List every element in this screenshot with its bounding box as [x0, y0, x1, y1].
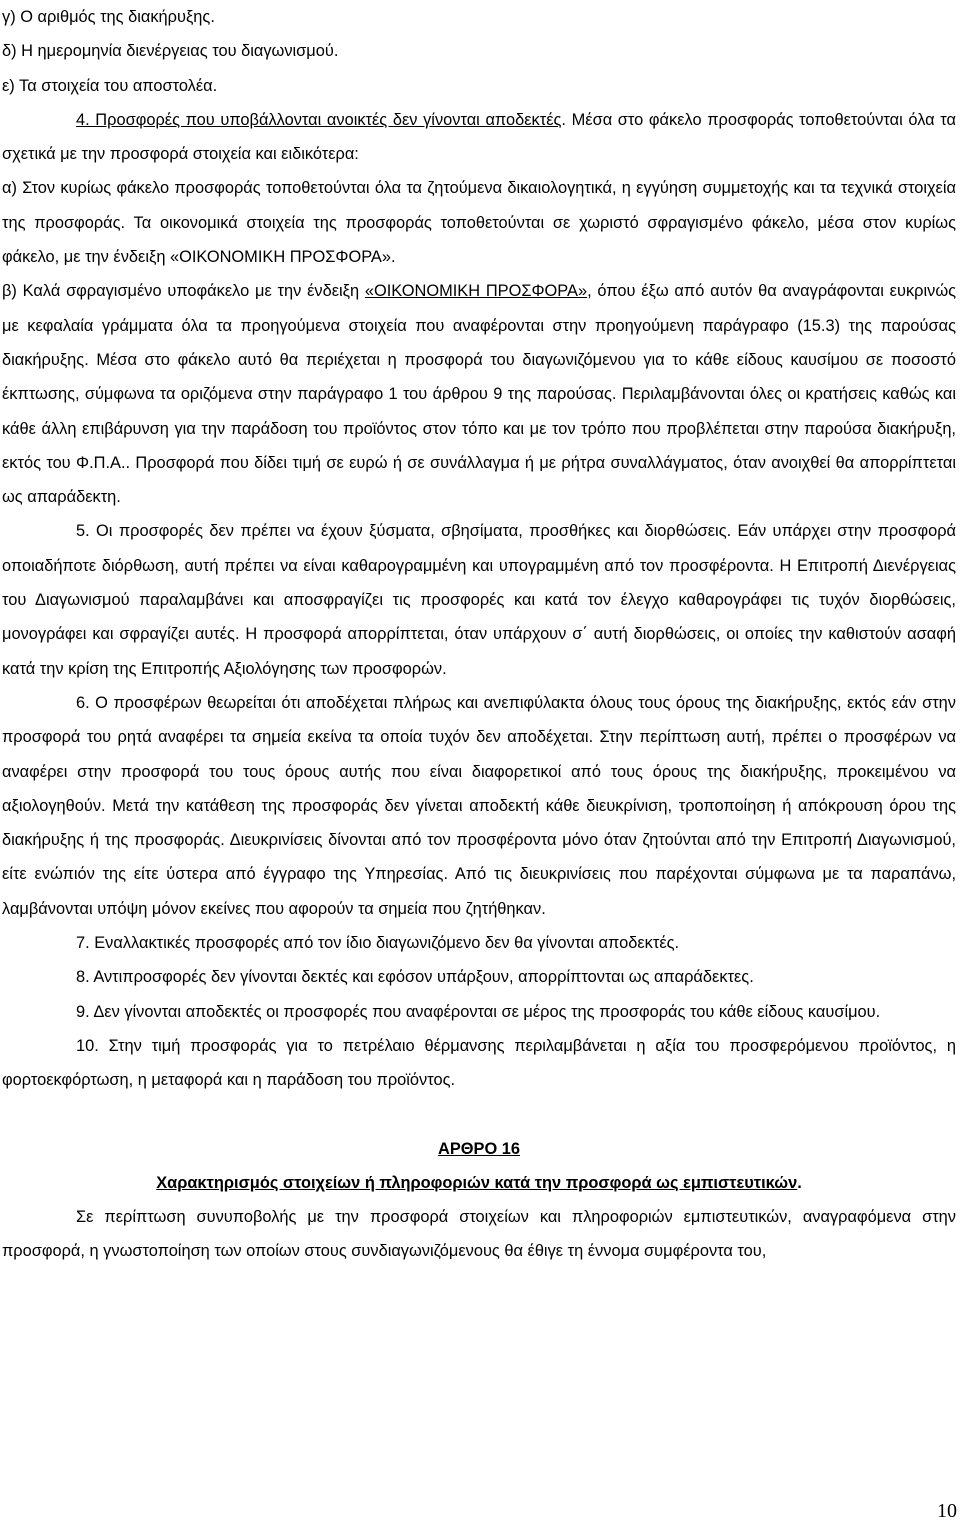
paragraph-beta — [2, 274, 956, 514]
paragraph-beta-start: β) Καλά σφραγισμένο υποφάκελο με την ένδειξη — [2, 282, 365, 301]
paragraph-4 — [2, 103, 956, 172]
paragraph-7: 7. Εναλλακτικές προσφορές από τον ίδιο διαγωνιζόμενο δεν θα γίνονται αποδεκτές. — [76, 934, 680, 953]
list-item-g: γ) Ο αριθμός της διακήρυξης. — [2, 8, 215, 26]
list-item-d: δ) Η ημερομηνία διενέργειας του διαγωνισμού. — [2, 42, 339, 61]
paragraph-8: 8. Αντιπροσφορές δεν γίνονται δεκτές και εφόσον υπάρξουν, απορρίπτονται ως απαράδεκτες. — [76, 968, 754, 987]
paragraph-5: 5. Οι προσφορές δεν πρέπει να έχουν ξύσματα, σβησίματα, προσθήκες και διορθώσεις. Εάν υπάρχει στην προσφορά οποιαδήποτε διόρθωση, αυτή πρέπει να είναι καθαρογραμμένη και υπογραμμένη από τον προσφέροντα. Η Επιτροπή Διενέργειας του Διαγωνισμού παραλαμβάνει και αποσφραγίζει τις προσφορές και κατά τον έλεγχο καθαρογράφει τις τυχόν διορθώσεις, μονογράφει και σφραγίζει αυτές. Η προσφορά απορρίπτεται, όταν υπάρχουν σ΄ αυτή διορθώσεις, οι οποίες την καθιστούν ασαφή κατά την κρίση της Επιτροπής Αξιολόγησης των προσφορών. — [2, 522, 956, 678]
article-subtitle: Χαρακτηρισμός στοιχείων ή πληροφοριών κατά την προσφορά ως εμπιστευτικών — [156, 1173, 798, 1192]
paragraph-alpha: α) Στον κυρίως φάκελο προσφοράς τοποθετούνται όλα τα ζητούμενα δικαιολογητικά, η εγγύηση συμμετοχής και τα τεχνικά στοιχεία της προσφοράς. Τα οικονομικά στοιχεία της προσφοράς τοποθετούνται σε χωριστό σφραγισμένο φάκελο, μέσα στον κυρίως φάκελο, με την ένδειξη «ΟΙΚΟΝΟΜΙΚΗ ΠΡΟΣΦΟΡΑ». — [2, 179, 956, 267]
paragraph-9: 9. Δεν γίνονται αποδεκτές οι προσφορές που αναφέρονται σε μέρος της προσφοράς του κάθε είδους καυσίμου. — [76, 1002, 881, 1021]
paragraph-beta-underlined: «ΟΙΚΟΝΟΜΙΚΗ ΠΡΟΣΦΟΡΑ» — [364, 282, 588, 301]
paragraph-4-rest: . Μέσα στο φάκελο προσφοράς τοποθετούνται όλα τα σχετικά με την προσφορά στοιχεία και ειδικότερα: — [2, 110, 956, 164]
paragraph-4-underlined: 4. Προσφορές που υποβάλλονται ανοικτές δεν γίνονται αποδεκτές — [76, 110, 562, 129]
paragraph-beta-rest: , όπου έξω από αυτόν θα αναγράφονται ευκρινώς με κεφαλαία γράμματα όλα τα προηγούμενα στοιχεία που αναφέρονται στην προηγούμενη παράγραφο (15.3) της παρούσας διακήρυξης. Μέσα στο φάκελο αυτό θα περιέχεται η προσφορά του διαγωνιζόμενου για το κάθε είδους καυσίμου σε ποσοστό έκπτωσης, σύμφωνα τα οριζόμενα στην παράγραφο 1 του άρθρου 9 της παρούσας. Περιλαμβάνονται όλες οι κρατήσεις καθώς και κάθε άλλη επιβάρυνση για την παράδοση του προϊόντος στον τόπο και με τον τρόπο που προβλέπεται στην παρούσα διακήρυξη, εκτός του Φ.Π.Α.. Προσφορά που δίδει τιμή σε ευρώ ή σε συνάλλαγμα ή με ρήτρα συναλλάγματος, όταν ανοιχθεί θα απορρίπτεται ως απαράδεκτη. — [2, 282, 957, 507]
article-subheading — [2, 1166, 956, 1200]
paragraph-confidential: Σε περίπτωση συνυποβολής με την προσφορά στοιχείων και πληροφοριών εμπιστευτικών, αναγραφόμενα στην προσφορά, η γνωστοποίηση των οποίων στους συνδιαγωνιζόμενους θα έθιγε τη έννομα συμφέροντα του, — [2, 1208, 956, 1261]
article-title: ΑΡΘΡΟ 16 — [438, 1139, 520, 1158]
list-item-e: ε) Τα στοιχεία του αποστολέα. — [2, 76, 218, 95]
paragraph-6: 6. Ο προσφέρων θεωρείται ότι αποδέχεται πλήρως και ανεπιφύλακτα όλους τους όρους της διακήρυξης, εκτός εάν στην προσφορά του ρητά αναφέρει τα σημεία εκείνα τα οποία τυχόν δεν αποδέχεται. Στην περίπτωση αυτή, πρέπει ο προσφέρων να αναφέρει στην προσφορά του τους όρους αυτής που είναι διαφορετικοί από τους όρους της διακήρυξης, προκειμένου να αξιολογηθούν. Μετά την κατάθεση της προσφοράς δεν γίνεται αποδεκτή κάθε διευκρίνιση, τροποποίηση ή απόκρουση όρου της διακήρυξης ή της προσφοράς. Διευκρινίσεις δίνονται από τον προσφέροντα μόνο όταν ζητούνται από την Επιτροπή Διαγωνισμού, είτε ενώπιόν της είτε ύστερα από έγγραφο της Υπηρεσίας. Από τις διευκρινίσεις που παρέχονται σύμφωνα με τα παραπάνω, λαμβάνονται υπόψη μόνον εκείνες που αφορούν τα σημεία που ζητήθηκαν. — [2, 693, 956, 918]
article-heading — [2, 1132, 956, 1166]
document-body — [2, 0, 956, 1269]
article-subtitle-period: . — [797, 1173, 802, 1192]
paragraph-10: 10. Στην τιμή προσφοράς για το πετρέλαιο θέρμανσης περιλαμβάνεται η αξία του προσφερόμενου προϊόντος, η φορτοεκφόρτωση, η μεταφορά και η παράδοση του προϊόντος. — [2, 1036, 956, 1090]
page-number: 10 — [937, 1500, 957, 1522]
